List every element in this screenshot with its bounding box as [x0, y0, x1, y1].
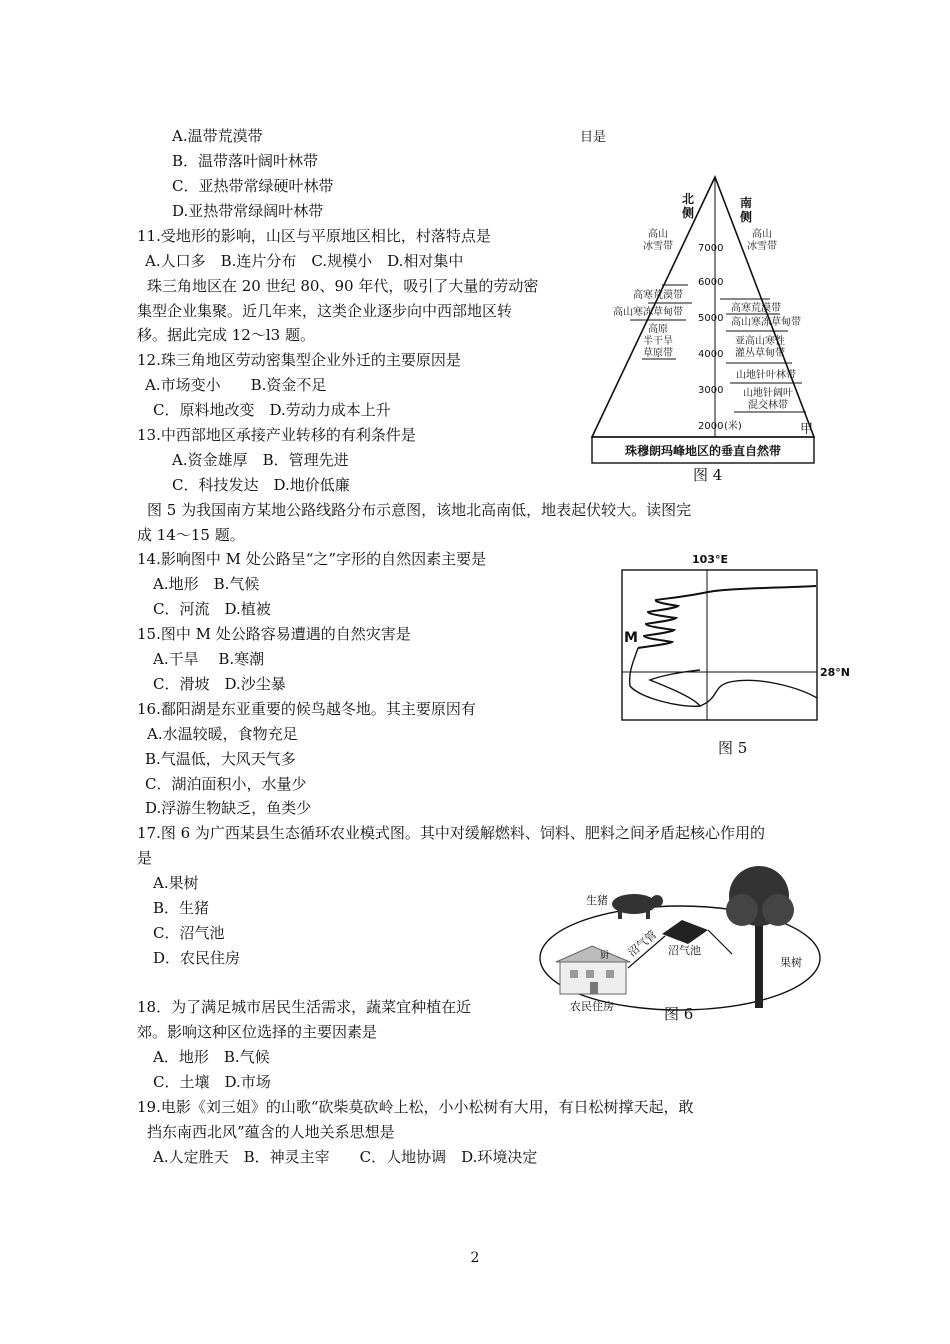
- fig4-right-zone-2: 冰雪带: [747, 241, 777, 252]
- fig4-elev-7000: 7000: [698, 243, 724, 254]
- fig6-pig-icon: [612, 894, 663, 919]
- q12-options-1: A.市场变小 B.资金不足: [145, 376, 327, 394]
- q17-option-b: B．生猪: [153, 899, 210, 917]
- fig4-elev-5000: 5000: [698, 313, 724, 324]
- fig5-latitude: 28°N: [820, 666, 851, 679]
- q17-option-a: A.果树: [153, 874, 199, 892]
- q16-option-c: C．湖泊面积小，水量少: [145, 775, 307, 793]
- q11-options: A.人口多 B.连片分布 C.规模小 D.相对集中: [145, 252, 464, 270]
- fig4-caption: 图 4: [693, 466, 723, 484]
- fig4-left-zone-5: 高原: [648, 324, 668, 335]
- fig6-label-biogas-pit: 沼气池: [668, 944, 701, 957]
- q17-stem-1: 17.图 6 为广西某县生态循环农业模式图。其中对缓解燃料、饲料、肥料之间矛盾起核心作用的: [137, 824, 765, 842]
- q10-option-a: A.温带荒漠带: [172, 127, 263, 145]
- fig6-label-biogas-pipe: 沼气管: [625, 928, 660, 960]
- figure-6-eco-cycle: [530, 858, 830, 1028]
- q18-options-2: C．土壤 D.市场: [153, 1073, 271, 1091]
- fig4-right-zone-7: 山地针叶林带: [736, 370, 796, 381]
- q12-stem: 12.珠三角地区劳动密集型企业外迁的主要原因是: [137, 351, 461, 369]
- fig6-link-to-tree: [708, 930, 732, 954]
- fig5-longitude: 103°E: [692, 553, 728, 566]
- q16-stem: 16.鄱阳湖是东亚重要的候鸟越冬地。其主要原因有: [137, 700, 476, 718]
- q15-options-2: C．滑坡 D.沙尘暴: [153, 675, 286, 693]
- q14-stem: 14.影响图中 M 处公路呈“之”字形的自然因素主要是: [137, 550, 487, 568]
- q18-options-1: A．地形 B.气候: [153, 1048, 270, 1066]
- passage-12-13-line-2: 集型企业集聚。近几年来，这类企业逐步向中西部地区转: [137, 302, 513, 320]
- fig6-label-pig: 生猪: [586, 894, 608, 907]
- q19-stem-1: 19.电影《刘三姐》的山歌“砍柴莫砍岭上松，小小松树有大用，有日松树撑天起，敢: [137, 1098, 694, 1116]
- fig6-label-farmhouse: 农民住房: [570, 1000, 614, 1013]
- fig6-label-fruit-tree: 果树: [780, 956, 802, 969]
- fig4-north-1: 北: [682, 192, 695, 206]
- q13-options-1: A.资金雄厚 B．管理先进: [172, 451, 349, 469]
- passage-14-15-line-2: 成 14～15 题。: [137, 526, 245, 544]
- fig4-right-zone-3: 高寒荒漠带: [731, 303, 781, 314]
- q12-options-2: C．原料地改变 D.劳动力成本上升: [153, 401, 391, 419]
- fig4-unit: (米): [724, 421, 742, 432]
- fig4-right-zone-1: 高山: [752, 229, 772, 240]
- fig5-marker-m: M: [624, 630, 638, 646]
- q17-option-c: C．沼气池: [153, 924, 225, 942]
- fig4-fragment: 目是: [580, 130, 607, 145]
- q16-option-d: D.浮游生物缺乏，鱼类少: [145, 799, 312, 817]
- q13-stem: 13.中西部地区承接产业转移的有利条件是: [137, 426, 416, 444]
- fig5-road-south-2: [700, 680, 817, 706]
- fig4-right-zone-9: 混交林带: [748, 400, 788, 411]
- q18-stem-1: 18．为了满足城市居民生活需求，蔬菜宜种植在近: [137, 998, 472, 1016]
- passage-12-13-line-1: 珠三角地区在 20 世纪 80、90 年代，吸引了大量的劳动密: [147, 277, 539, 295]
- q14-options-2: C．河流 D.植被: [153, 600, 271, 618]
- fig5-road-south-1: [630, 648, 700, 706]
- fig4-left-zone-7: 草原带: [643, 348, 673, 359]
- fig4-corner-label: 甲: [800, 422, 814, 437]
- q11-stem: 11.受地形的影响，山区与平原地区相比，村落特点是: [137, 227, 491, 245]
- q13-options-2: C．科技发达 D.地价低廉: [172, 476, 350, 494]
- q10-option-b: B．温带落叶阔叶林带: [172, 152, 319, 170]
- fig4-north-2: 侧: [682, 206, 695, 220]
- fig6-biogas-pit-shape: [662, 920, 708, 944]
- q10-option-d: D.亚热带常绿阔叶林带: [172, 202, 324, 220]
- fig4-right-zone-5: 亚高山寒性: [735, 336, 785, 347]
- fig6-farmhouse-icon: [556, 946, 630, 994]
- fig4-left-zone-1: 高山: [648, 229, 668, 240]
- fig4-elev-4000: 4000: [698, 349, 724, 360]
- q10-option-c: C．亚热带常绿硬叶林带: [172, 177, 334, 195]
- fig4-south-2: 侧: [740, 210, 753, 224]
- figure-5-road-map: [600, 548, 860, 763]
- fig4-left-zone-6: 半干旱: [643, 336, 673, 347]
- q14-options-1: A.地形 B.气候: [153, 575, 260, 593]
- fig4-elev-3000: 3000: [698, 385, 724, 396]
- fig5-caption: 图 5: [718, 739, 748, 757]
- figure-4-everest-zonation: [570, 125, 840, 495]
- fig4-right-zone-4: 高山寒冻草甸带: [731, 317, 801, 328]
- fig6-label-kitchen: 厨: [600, 951, 610, 961]
- fig4-left-zone-4: 高山寒冻草甸带: [613, 307, 683, 318]
- q15-stem: 15.图中 M 处公路容易遭遇的自然灾害是: [137, 625, 411, 643]
- fig5-zigzag-road: [638, 586, 816, 648]
- fig4-title: 珠穆朗玛峰地区的垂直自然带: [624, 444, 782, 458]
- passage-12-13-line-3: 移。据此完成 12～l3 题。: [137, 326, 315, 344]
- fig4-right-zone-6: 灌丛草甸带: [735, 348, 785, 359]
- q17-stem-2: 是: [137, 849, 153, 867]
- q17-option-d: D．农民住房: [153, 949, 241, 967]
- q19-stem-2: 挡东南西北风”蕴含的人地关系思想是: [147, 1123, 395, 1141]
- q16-option-b: B.气温低，大风天气多: [145, 750, 296, 768]
- fig4-elev-6000: 6000: [698, 277, 724, 288]
- q15-options-1: A.干旱 B.寒潮: [153, 650, 265, 668]
- fig4-left-zone-3: 高寒荒漠带: [633, 290, 683, 301]
- passage-14-15-line-1: 图 5 为我国南方某地公路线路分布示意图，该地北高南低，地表起伏较大。读图完: [147, 501, 692, 519]
- fig4-south-1: 南: [740, 196, 753, 210]
- fig6-fruit-tree-icon: [726, 866, 794, 1008]
- fig4-right-zone-8: 山地针阔叶: [743, 388, 793, 399]
- q16-option-a: A.水温较暖，食物充足: [147, 725, 298, 743]
- fig4-left-zone-2: 冰雪带: [643, 241, 673, 252]
- fig4-elev-2000: 2000: [698, 421, 724, 432]
- q19-options: A.人定胜天 B．神灵主宰 C．人地协调 D.环境决定: [153, 1148, 538, 1166]
- fig6-caption: 图 6: [664, 1005, 694, 1023]
- q18-stem-2: 郊。影响这种区位选择的主要因素是: [137, 1023, 378, 1041]
- page-number: 2: [470, 1250, 480, 1266]
